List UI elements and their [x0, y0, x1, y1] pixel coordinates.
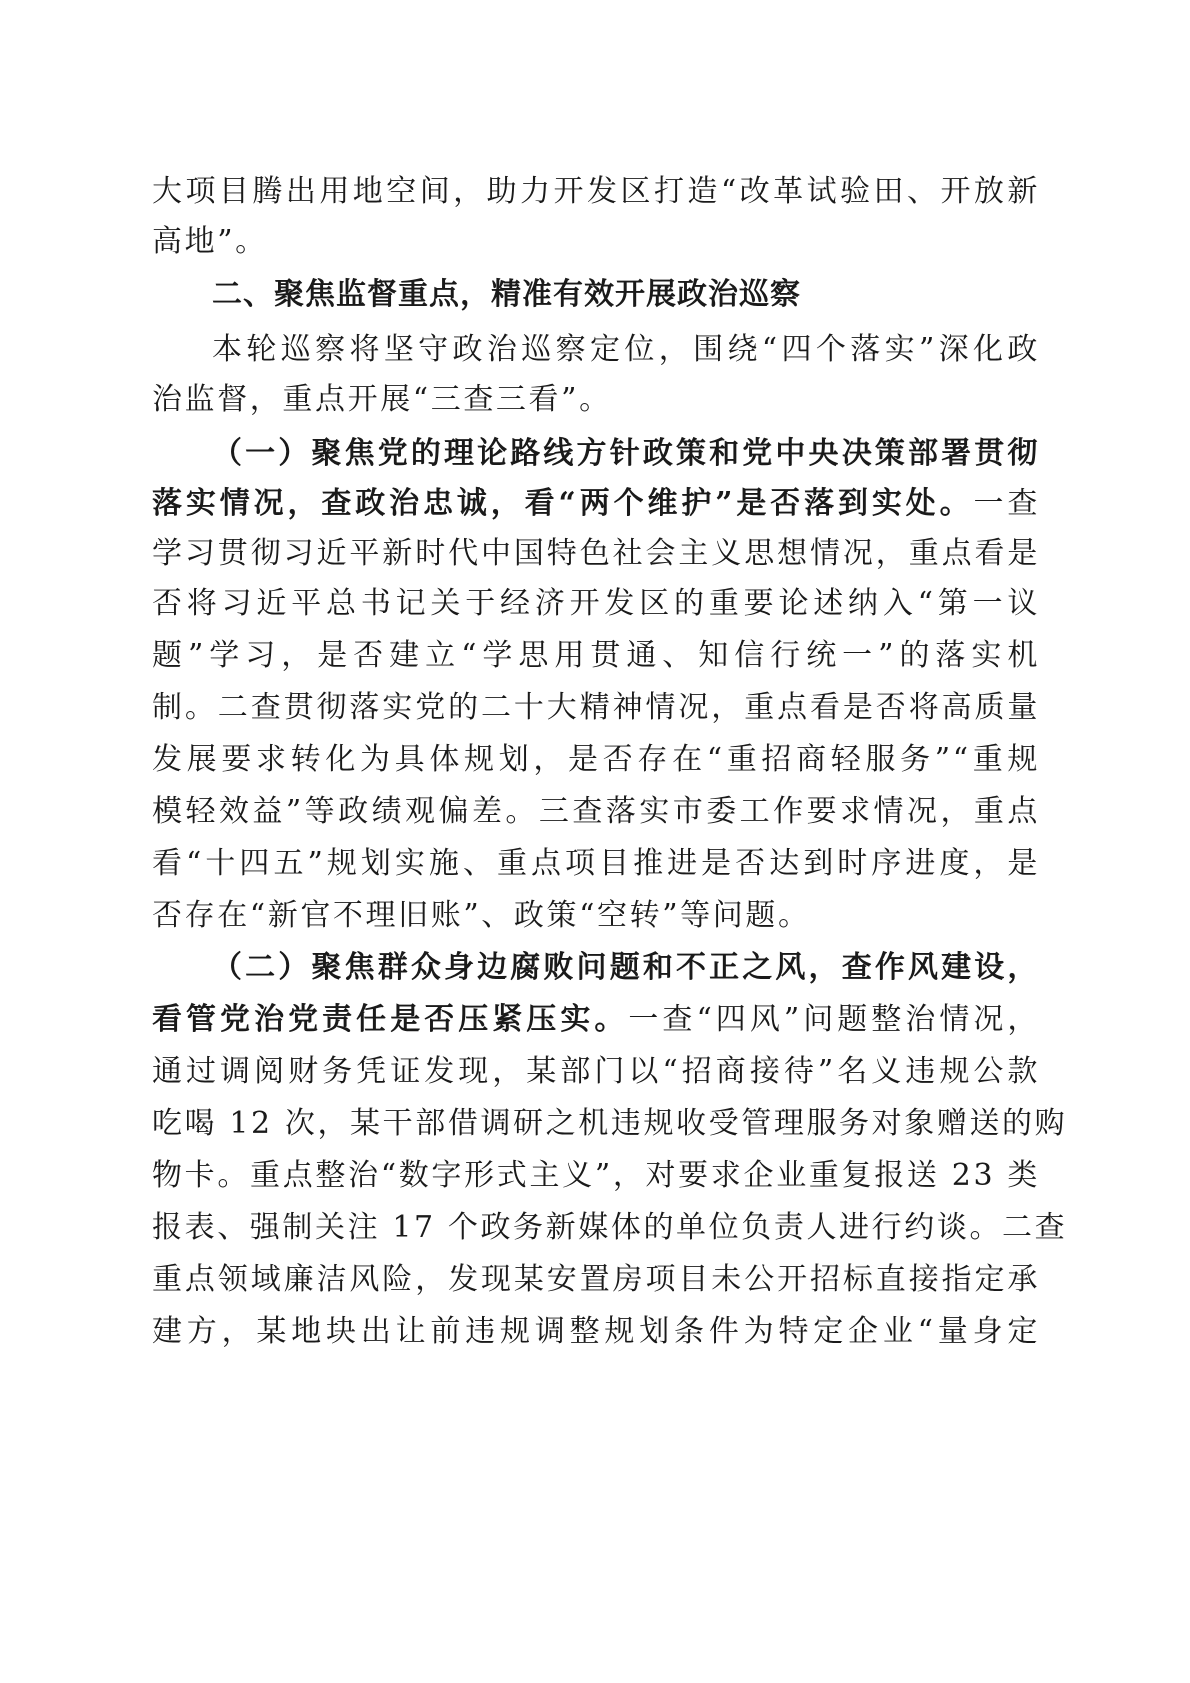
paragraph-line: 大项目腾出用地空间，助力开发区打造“改革试验田、开放新	[152, 174, 1040, 209]
paragraph-text: 一查“四风”问题整治情况，	[628, 1002, 1040, 1037]
paragraph-line: 物卡。重点整治“数字形式主义”，对要求企业重复报送 23 类	[152, 1158, 1040, 1193]
paragraph-line: 治监督，重点开展“三查三看”。	[152, 382, 612, 417]
item-two-heading-end: 看管党治党责任是否压紧压实。	[152, 1002, 629, 1037]
paragraph-line: 学习贯彻习近平新时代中国特色社会主义思想情况，重点看是	[152, 536, 1040, 571]
paragraph-line: 高地”。	[152, 224, 268, 259]
paragraph-line: 建方，某地块出让前违规调整规划条件为特定企业“量身定	[152, 1314, 1040, 1349]
item-two-heading: （二）聚焦群众身边腐败问题和不正之风，查作风建设，	[212, 950, 1040, 985]
paragraph-line: 本轮巡察将坚守政治巡察定位，围绕“四个落实”深化政	[212, 332, 1040, 367]
paragraph-line: 通过调阅财务凭证发现，某部门以“招商接待”名义违规公款	[152, 1054, 1040, 1089]
paragraph-line: 否存在“新官不理旧账”、政策“空转”等问题。	[152, 898, 811, 933]
paragraph-line: 吃喝 12 次，某干部借调研之机违规收受管理服务对象赠送的购	[152, 1106, 1068, 1141]
item-one-heading-end: 落实情况，查政治忠诚，看“两个维护”是否落到实处。	[152, 486, 974, 521]
paragraph-line: 报表、强制关注 17 个政务新媒体的单位负责人进行约谈。二查	[152, 1210, 1068, 1245]
paragraph-line: 题”学习，是否建立“学思用贯通、知信行统一”的落实机	[152, 638, 1040, 673]
paragraph-line	[152, 484, 1040, 524]
section-heading: 二、聚焦监督重点，精准有效开展政治巡察	[212, 277, 801, 312]
item-one-heading: （一）聚焦党的理论路线方针政策和党中央决策部署贯彻	[212, 436, 1040, 471]
paragraph-line: 否将习近平总书记关于经济开发区的重要论述纳入“第一议	[152, 586, 1040, 621]
paragraph-line: 看“十四五”规划实施、重点项目推进是否达到时序进度，是	[152, 846, 1040, 881]
paragraph-line: 模轻效益”等政绩观偏差。三查落实市委工作要求情况，重点	[152, 794, 1040, 829]
paragraph-line: 制。二查贯彻落实党的二十大精神情况，重点看是否将高质量	[152, 690, 1040, 725]
paragraph-line	[152, 1000, 1040, 1040]
paragraph-line: 发展要求转化为具体规划，是否存在“重招商轻服务”“重规	[152, 742, 1040, 777]
paragraph-line: 重点领域廉洁风险，发现某安置房项目未公开招标直接指定承	[152, 1262, 1040, 1297]
paragraph-text: 一查	[973, 486, 1040, 521]
